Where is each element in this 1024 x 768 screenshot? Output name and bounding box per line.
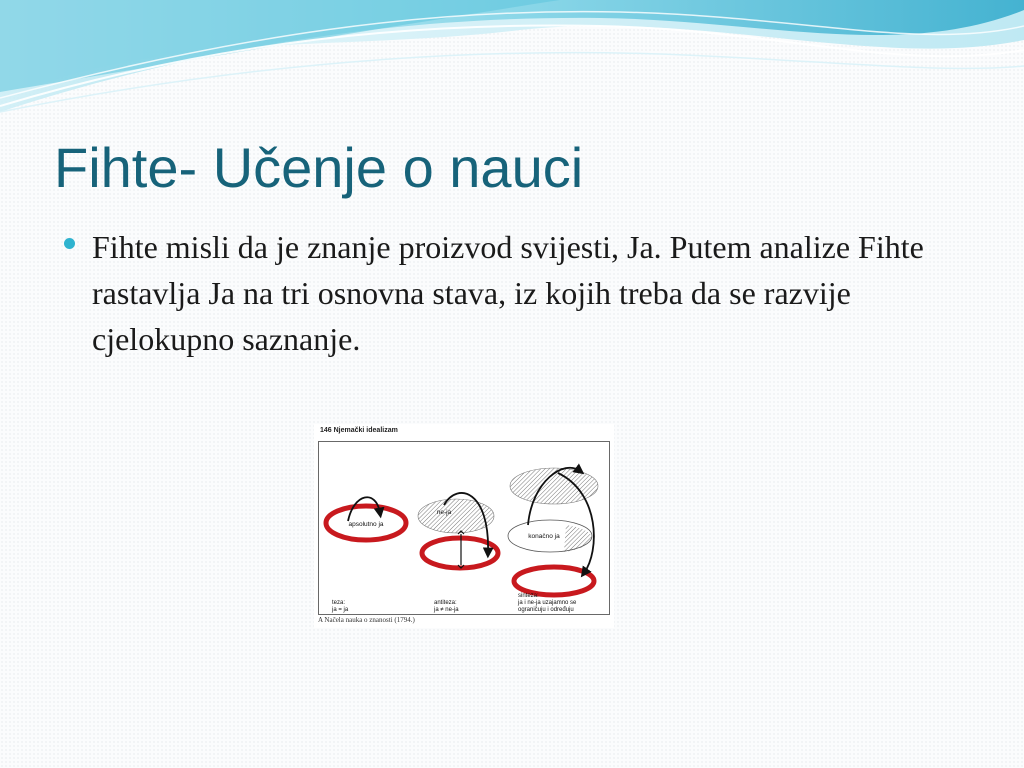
ring-ja-synthesis bbox=[514, 567, 594, 595]
fichte-diagram-figure bbox=[314, 424, 614, 628]
slide-title: Fihte- Učenje o nauci bbox=[54, 136, 584, 199]
ring-ja-antithesis bbox=[422, 538, 498, 568]
label-sinteza-3: ograničuju i određuju bbox=[518, 607, 574, 613]
label-antiteza-1: antiteza: bbox=[434, 600, 457, 606]
label-apsolutno-ja: apsolutno ja bbox=[348, 521, 384, 528]
bullet-item bbox=[64, 224, 944, 362]
figure-header: 146 Njemački idealizam bbox=[320, 427, 398, 434]
label-sinteza-2: ja i ne-ja uzajamno se bbox=[518, 600, 577, 606]
label-konacno-ja: konačno ja bbox=[528, 533, 560, 540]
figure-caption: A Načela nauka o znanosti (1794.) bbox=[318, 616, 415, 624]
label-sinteza-1: sinteza: bbox=[518, 593, 539, 599]
bullet-dot-icon bbox=[64, 238, 75, 249]
label-antiteza-2: ja ≠ ne-ja bbox=[434, 607, 459, 613]
bullet-text: Fihte misli da je znanje proizvod svijesti, Ja. Putem analize Fihte rastavlja Ja na tri osnovna stava, iz kojih treba da se razvije cjelokupno saznanje. bbox=[92, 229, 924, 357]
fichte-diagram bbox=[318, 441, 610, 615]
label-teza-2: ja = ja bbox=[332, 607, 349, 613]
ellipse-ne-ja bbox=[418, 499, 494, 533]
header-wave-decoration bbox=[0, 0, 1024, 120]
label-ne-ja: ne-ja bbox=[436, 509, 452, 516]
label-teza-1: teza: bbox=[332, 600, 346, 606]
